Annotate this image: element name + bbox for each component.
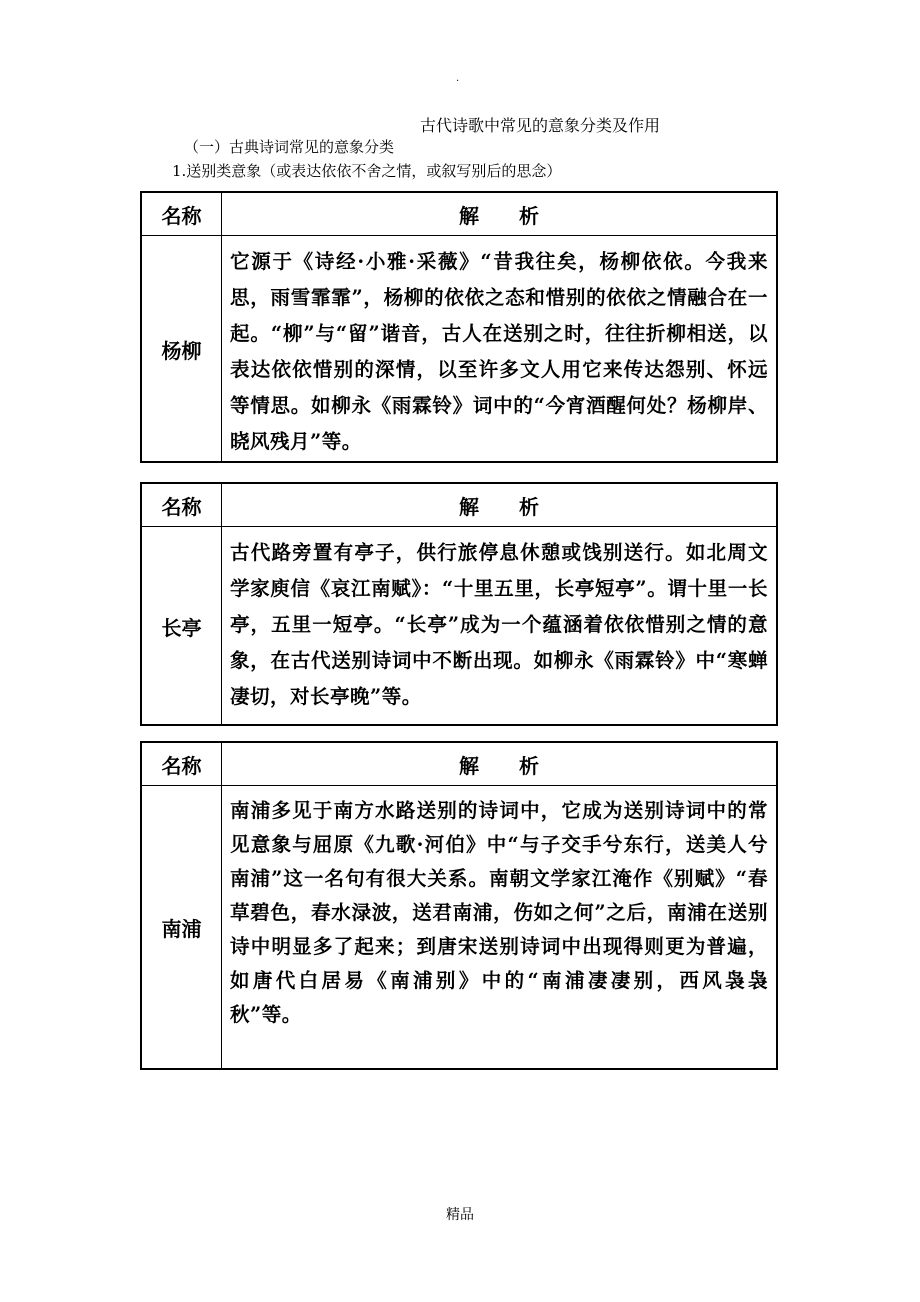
table-body-row bbox=[142, 527, 776, 725]
header-explain-label: 解析 bbox=[459, 203, 579, 228]
imagery-table-yangliu bbox=[140, 191, 778, 463]
section-heading: （一）古典诗词常见的意象分类 bbox=[184, 138, 395, 156]
table-header-row bbox=[142, 193, 776, 236]
page-footer: 精品 bbox=[446, 1207, 474, 1223]
imagery-explanation: 它源于《诗经·小雅·采薇》“昔我往矣，杨柳依依。今我来思，雨雪霏霏”，杨柳的依依之态和惜别的依依之情融合在一起。“柳”与“留”谐音，古人在送别之时，往往折柳相送，以表达依依惜别的深情，以至许多文人用它来传达怨别、怀远等情思。如柳永《雨霖铃》词中的“今宵酒醒何处？杨柳岸、晓风残月”等。 bbox=[230, 250, 768, 453]
table-header-row bbox=[142, 484, 776, 527]
subsection-heading: 1.送别类意象（或表达依依不舍之情，或叙写别后的思念） bbox=[172, 162, 562, 180]
header-explain-cell bbox=[222, 484, 776, 526]
header-explain-label: 解析 bbox=[459, 753, 579, 778]
header-explain-label: 解析 bbox=[459, 494, 579, 519]
top-mark: . bbox=[456, 73, 460, 84]
header-name-cell: 名称 bbox=[142, 743, 222, 785]
imagery-table-changting bbox=[140, 482, 778, 726]
header-name-cell: 名称 bbox=[142, 484, 222, 526]
imagery-explanation: 古代路旁置有亭子，供行旅停息休憩或饯别送行。如北周文学家庾信《哀江南赋》：“十里五里，长亭短亭”。谓十里一长亭，五里一短亭。“长亭”成为一个蕴涵着依依惜别之情的意象，在古代送别诗词中不断出现。如柳永《雨霖铃》中“寒蝉凄切，对长亭晚”等。 bbox=[230, 541, 768, 708]
header-name-cell: 名称 bbox=[142, 193, 222, 235]
imagery-explanation: 南浦多见于南方水路送别的诗词中，它成为送别诗词中的常见意象与屈原《九歌·河伯》中“与子交手兮东行，送美人兮南浦”这一名句有很大关系。南朝文学家江淹作《别赋》“春草碧色，春水渌波，送君南浦，伤如之何”之后，南浦在送别诗中明显多了起来；到唐宋送别诗词中出现得则更为普遍，如唐代白居易《南浦别》中的“南浦凄凄别，西风袅袅秋”等。 bbox=[230, 799, 768, 1026]
table-body-row bbox=[142, 236, 776, 462]
header-explain-cell bbox=[222, 743, 776, 785]
imagery-name-cell: 南浦 bbox=[142, 786, 222, 1069]
imagery-name-cell: 长亭 bbox=[142, 527, 222, 725]
imagery-table-nanpu bbox=[140, 741, 778, 1070]
table-body-row bbox=[142, 786, 776, 1069]
header-explain-cell bbox=[222, 193, 776, 235]
table-header-row bbox=[142, 743, 776, 786]
page-title: 古代诗歌中常见的意象分类及作用 bbox=[420, 116, 661, 135]
imagery-name-cell: 杨柳 bbox=[142, 236, 222, 462]
